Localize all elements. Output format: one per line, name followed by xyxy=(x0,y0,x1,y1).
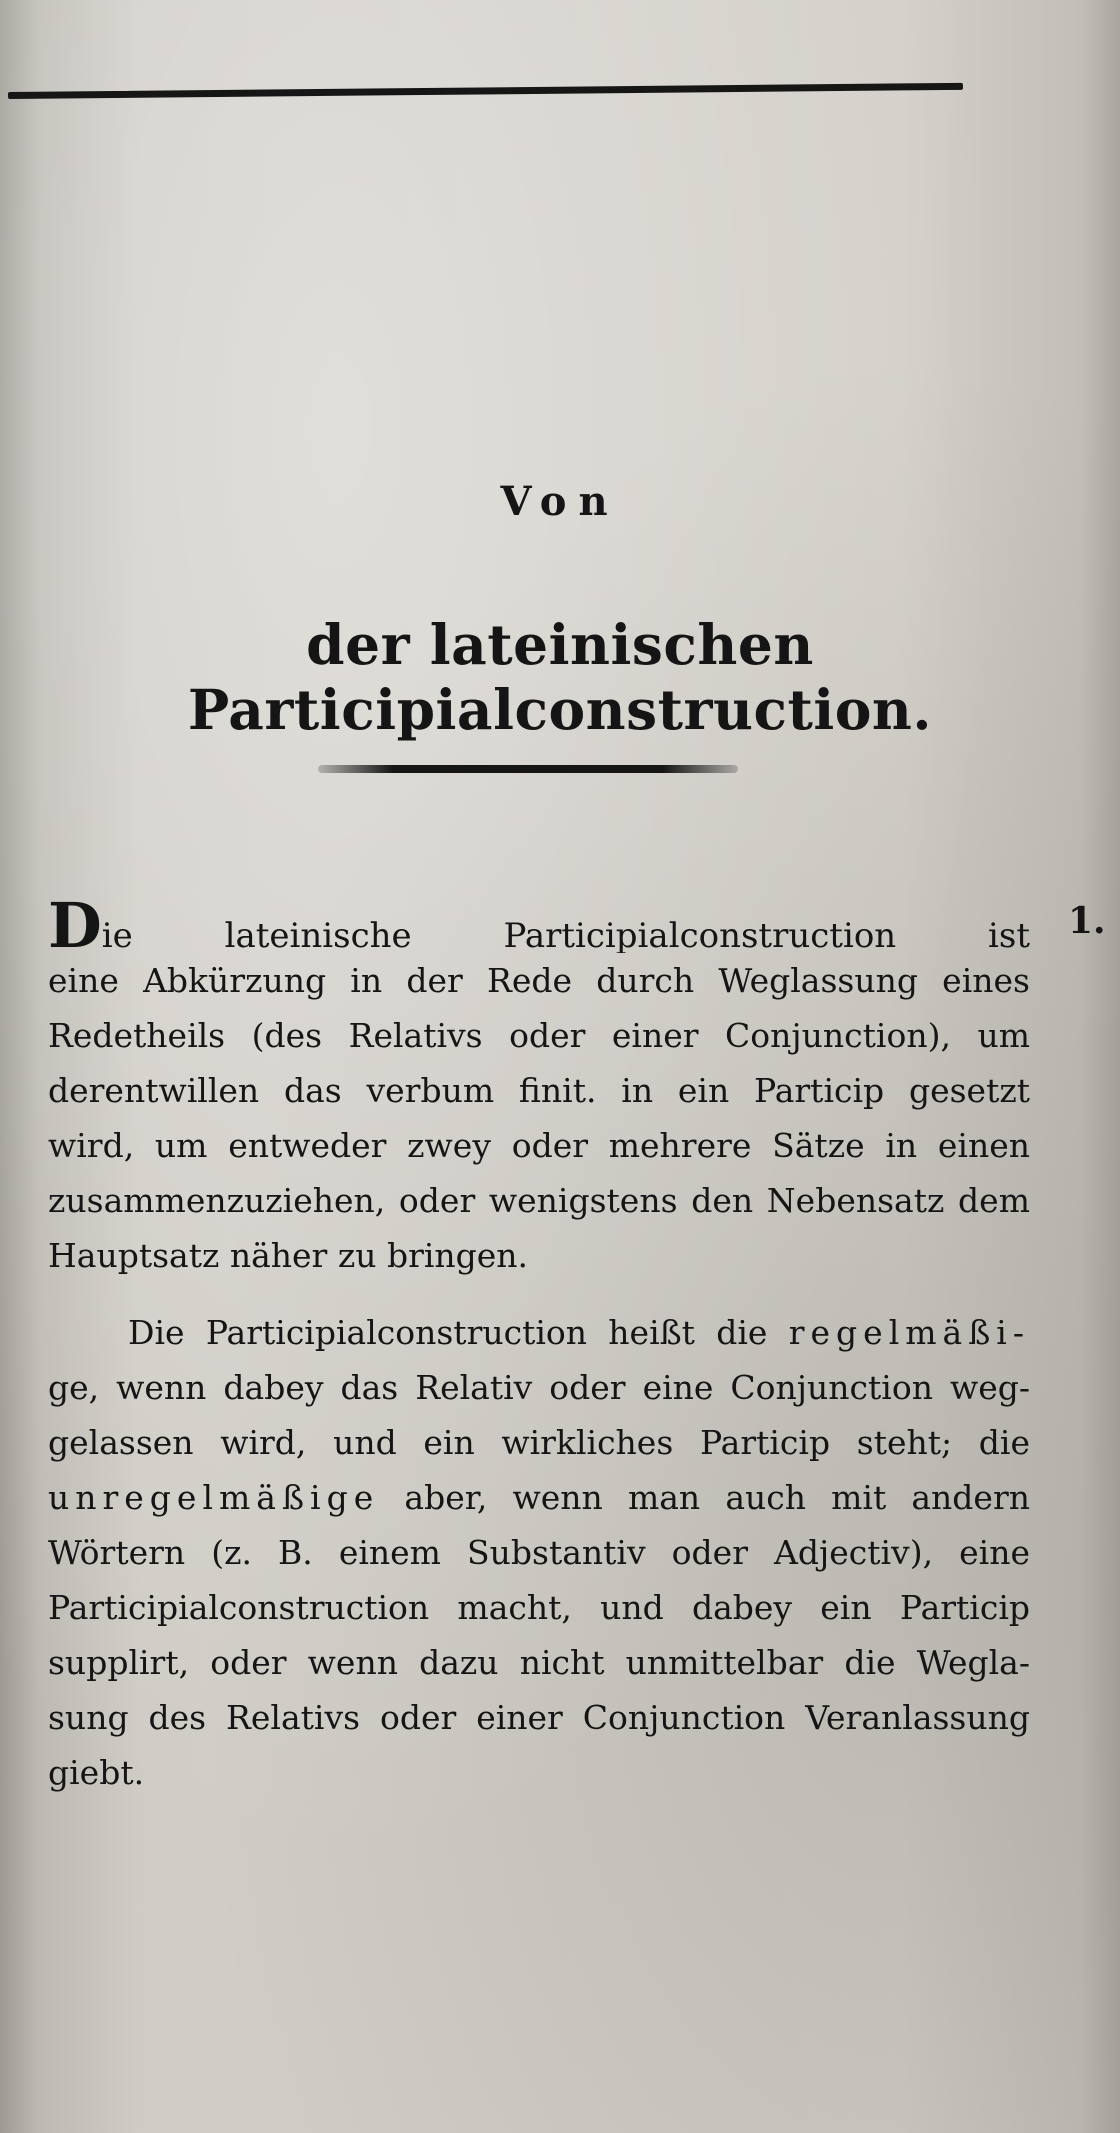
term-irregular: unregelmäßige xyxy=(48,1478,380,1517)
paragraph-2-line-4 xyxy=(48,1470,1030,1525)
paragraph-2-line-1 xyxy=(48,1305,1030,1360)
paragraph-2-line-7: supplirt, oder wenn dazu nicht unmittelbar die Wegla- xyxy=(48,1643,1030,1682)
paragraph-2-line-3: gelassen wird, und ein wirkliches Particip steht; die xyxy=(48,1423,1030,1462)
body-text xyxy=(48,898,1030,1800)
drop-cap: D xyxy=(48,898,102,953)
paragraph-gap xyxy=(48,1283,1030,1305)
divider-rule xyxy=(318,765,738,773)
paragraph-2-line-2: ge, wenn dabey das Relativ oder eine Conjunction weg- xyxy=(48,1368,1030,1407)
paragraph-2-line-9: giebt. xyxy=(48,1753,145,1792)
paragraph-1-line-5: wird, um entweder zwey oder mehrere Sätze in einen xyxy=(48,1126,1030,1165)
paragraph-1-line-3: Redetheils (des Relativs oder einer Conjunction), um xyxy=(48,1016,1030,1055)
section-number: 1. xyxy=(1068,900,1106,942)
paragraph-1-line-7: Hauptsatz näher zu bringen. xyxy=(48,1236,529,1275)
paragraph-1-line-4: derentwillen das verbum finit. in ein Particip gesetzt xyxy=(48,1071,1030,1110)
paragraph-1-line-2: eine Abkürzung in der Rede durch Weglassung eines xyxy=(48,961,1030,1000)
paragraph-2-line-5: Wörtern (z. B. einem Substantiv oder Adjectiv), eine xyxy=(48,1533,1030,1572)
paragraph-2-line-1-text: Die Participialconstruction heißt die xyxy=(128,1313,768,1352)
page-title: der lateinischen Participialconstruction. xyxy=(187,612,933,742)
paragraph-2-line-8: sung des Relativs oder einer Conjunction Veranlassung xyxy=(48,1698,1030,1737)
heading-von: Von xyxy=(500,478,620,525)
paragraph-2-line-4-text: aber, wenn man auch mit andern xyxy=(404,1478,1030,1517)
term-regular: regelmäßi- xyxy=(788,1313,1030,1352)
top-rule xyxy=(8,83,963,99)
paragraph-1-line-1-text: ie lateinische Participialconstruction ist xyxy=(101,916,1030,953)
paragraph-1-line-6: zusammenzuziehen, oder wenigstens den Nebensatz dem xyxy=(48,1181,1030,1220)
paragraph-2-line-6: Participialconstruction macht, und dabey ein Particip xyxy=(48,1588,1030,1627)
paragraph-1-line-1 xyxy=(48,898,1030,953)
